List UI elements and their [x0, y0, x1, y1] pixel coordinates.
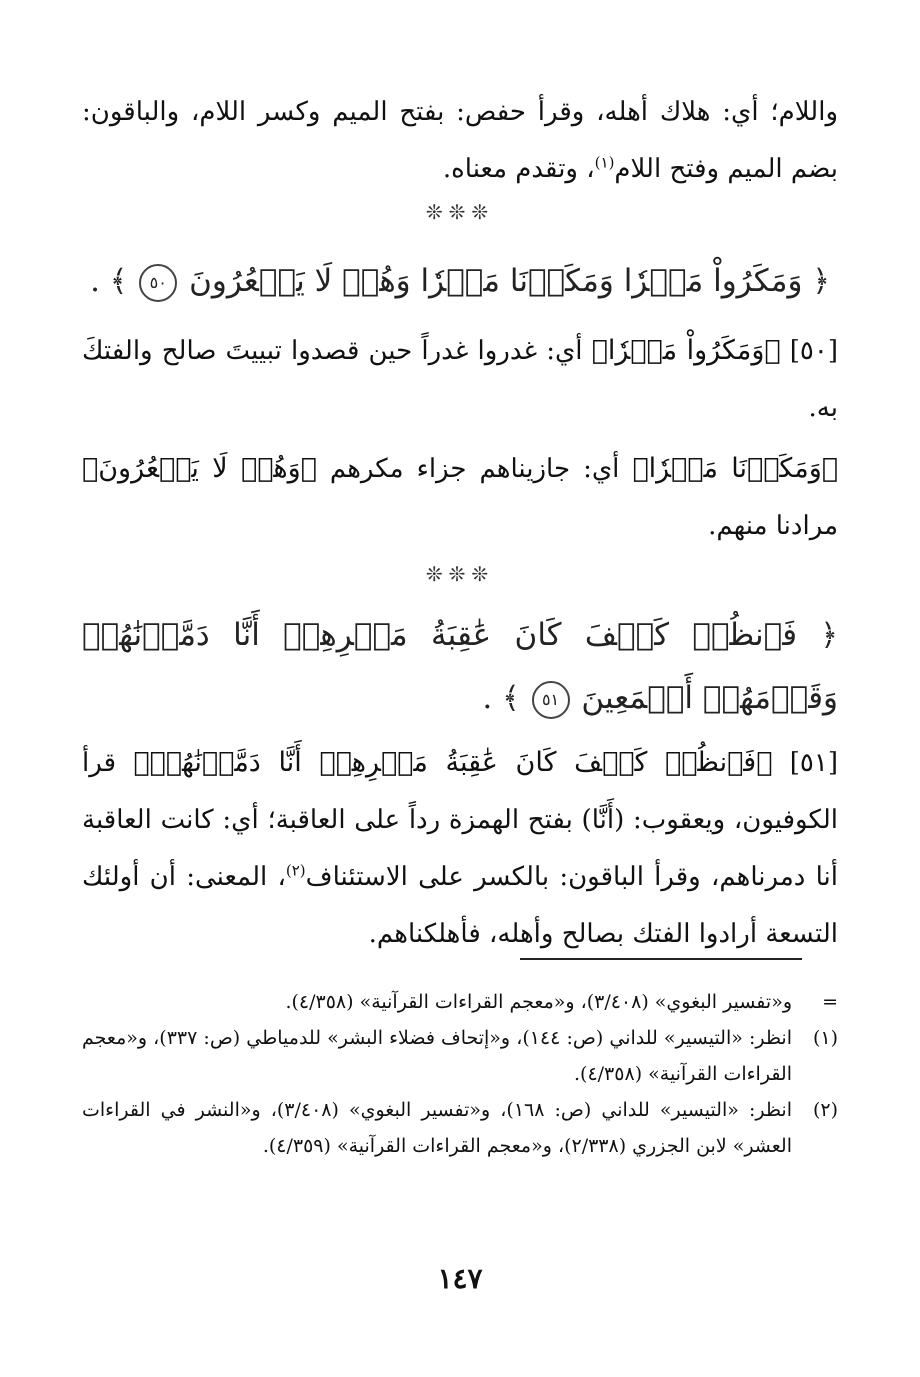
ayah-number-icon: ٥١	[532, 681, 570, 719]
footnote-number: (٢)	[812, 1099, 838, 1121]
footnote-divider	[520, 958, 802, 960]
verse-number-label: [٥٠]	[789, 336, 838, 366]
footnotes	[82, 984, 838, 1164]
paragraph-text: قرأ الكوفيون، ويعقوب: (أَنَّا) بفتح الهمزة رداً على العاقبة؛ أي: كانت العاقبة أنا دمرناهم، وقرأ الباقون: بالكسر على الاستئناف	[82, 748, 838, 892]
quran-quote: ﴿وَمَكَرۡنَا مَكۡرٗا﴾	[632, 453, 839, 484]
footnote-text: و«تفسير البغوي» (٣/٤٠٨)، و«معجم القراءات القرآنية» (٤/٣٥٨).	[285, 991, 792, 1013]
ornate-bracket-open: ﴿	[812, 264, 830, 299]
verse-number-label: [٥١]	[789, 748, 839, 778]
commentary-paragraph-51	[82, 734, 838, 963]
quran-verse-51	[82, 604, 838, 730]
paragraph-text: ، وتقدم معناه.	[442, 154, 595, 184]
page-number: ١٤٧	[437, 1262, 483, 1295]
footnote-number: (١)	[812, 1027, 838, 1049]
section-separator: ❊❊❊	[425, 562, 495, 586]
footnote-1	[82, 1020, 838, 1092]
ornate-bracket-close: ﴾	[502, 681, 520, 716]
commentary-paragraph-50b	[82, 440, 838, 555]
verse-text: فَٱنظُرۡ كَيۡفَ كَانَ عَٰقِبَةُ مَكۡرِهِمۡ أَنَّا دَمَّرۡنَٰهُمۡ وَقَوۡمَهُمۡ أَجۡمَعِينَ	[82, 617, 838, 716]
footnote-ref[interactable]: (٢)	[285, 861, 306, 880]
ornate-bracket-close: ﴾	[109, 264, 128, 299]
paragraph-text: مرادنا منهم.	[708, 511, 838, 541]
quran-verse-50	[82, 250, 838, 313]
verse-end-dot: .	[90, 263, 100, 299]
paragraph-text: واللام؛ أي: هلاك أهله، وقرأ حفص: بفتح الميم وكسر اللام، والباقون:	[82, 97, 838, 127]
section-separator: ❊❊❊	[425, 200, 495, 224]
verse-text: وَمَكَرُواْ مَكۡرٗا وَمَكَرۡنَا مَكۡرٗا وَهُمۡ لَا يَشۡعُرُونَ	[189, 263, 803, 299]
verse-end-dot: .	[482, 680, 493, 716]
commentary-paragraph-50	[82, 322, 838, 437]
footnote-continuation	[82, 984, 838, 1020]
footnote-2	[82, 1092, 838, 1164]
quran-quote: ﴿فَٱنظُرۡ كَيۡفَ كَانَ عَٰقِبَةُ مَكۡرِهِمۡ أَنَّا دَمَّرۡنَٰهُمۡ﴾	[133, 747, 773, 778]
continuation-mark: =	[822, 991, 838, 1013]
quran-quote: ﴿وَهُمۡ لَا يَشۡعُرُونَ﴾	[82, 453, 317, 484]
footnote-text: انظر: «التيسير» للداني (ص: ١٦٨)، و«تفسير البغوي» (٣/٤٠٨)، و«النشر في القراءات العشر» لابن الجزري (٢/٣٣٨)، و«معجم القراءات القرآنية» (٤/٣٥٩).	[82, 1099, 792, 1157]
paragraph-text: ، المعنى: أن أولئك التسعة أرادوا الفتك بصالح وأهله، فأهلكناهم.	[82, 862, 838, 949]
paragraph-continuation	[82, 84, 838, 198]
paragraph-text: أي: غدروا غدراً حين قصدوا تبييتَ صالح والفتكَ به.	[82, 336, 838, 423]
ornate-bracket-open: ﴿	[820, 618, 838, 653]
footnote-text: انظر: «التيسير» للداني (ص: ١٤٤)، و«إتحاف فضلاء البشر» للدمياطي (ص: ٣٣٧)، و«معجم القراءات القرآنية» (٤/٣٥٨).	[82, 1027, 793, 1085]
ayah-number-icon: ٥٠	[139, 264, 177, 302]
footnote-ref[interactable]: (١)	[594, 153, 615, 172]
paragraph-text: أي: جازيناهم جزاء مكرهم	[329, 454, 620, 484]
quran-quote: ﴿وَمَكَرُواْ مَكۡرٗا﴾	[591, 335, 781, 366]
paragraph-text: بضم الميم وفتح اللام	[614, 154, 838, 184]
